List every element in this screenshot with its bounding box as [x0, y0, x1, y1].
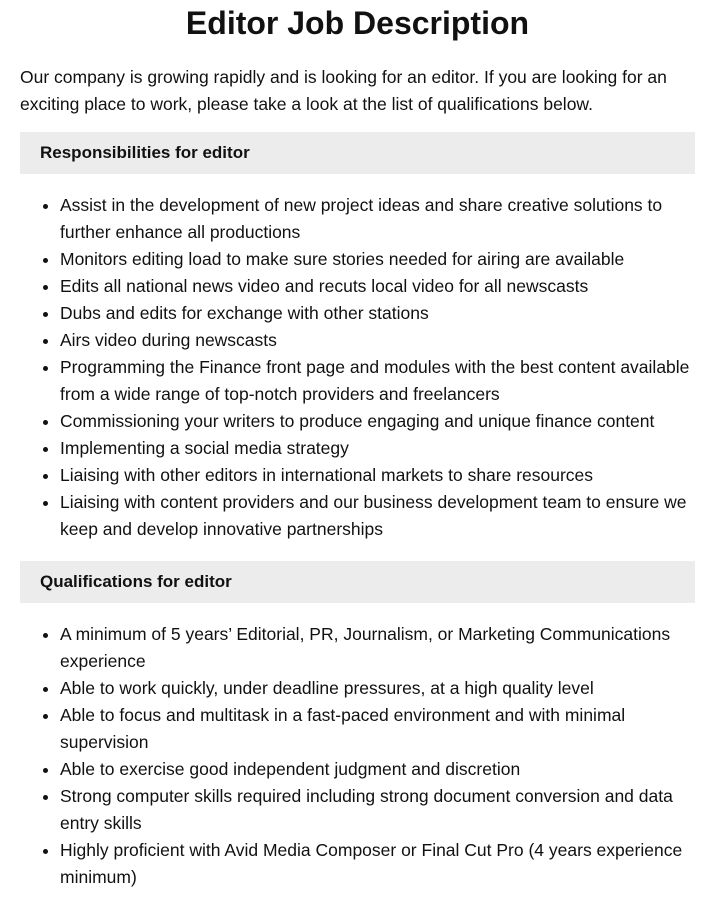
list-item: • Able to work quickly, under deadline pressures, at a high quality level [60, 675, 695, 702]
intro-text: Our company is growing rapidly and is looking for an editor. If you are looking for an exciting place to work, please take a look at the list of qualifications below. [20, 67, 667, 114]
section-heading: Responsibilities for editor [20, 132, 695, 174]
list-item: • Dubs and edits for exchange with other stations [60, 300, 695, 327]
list-item: • Assist in the development of new project ideas and share creative solutions to further enhance all productions [60, 192, 695, 246]
list-item: • Commissioning your writers to produce engaging and unique finance content [60, 408, 695, 435]
list-item: • Liaising with content providers and our business development team to ensure we keep and develop innovative partnerships [60, 489, 695, 543]
section-heading: Qualifications for editor [20, 561, 695, 603]
list-item: • Liaising with other editors in international markets to share resources [60, 462, 695, 489]
list-item: • Able to focus and multitask in a fast-paced environment and with minimal supervision [60, 702, 695, 756]
page-title: Editor Job Description [185, 5, 530, 41]
list-item: • Monitors editing load to make sure stories needed for airing are available [60, 246, 695, 273]
list-item: • Programming the Finance front page and modules with the best content available from a wide range of top-notch providers and freelancers [60, 354, 695, 408]
list-item: • Edits all national news video and recuts local video for all newscasts [60, 273, 695, 300]
list-item: • A minimum of 5 years’ Editorial, PR, Journalism, or Marketing Communications experience [60, 621, 695, 675]
list-item: • Implementing a social media strategy [60, 435, 695, 462]
section-list [20, 192, 695, 543]
list-item: • Strong computer skills required including strong document conversion and data entry skills [60, 783, 695, 837]
list-item: • Highly proficient with Avid Media Composer or Final Cut Pro (4 years experience minimum) [60, 837, 695, 891]
list-item: • Airs video during newscasts [60, 327, 695, 354]
list-item: • Able to exercise good independent judgment and discretion [60, 756, 695, 783]
section-list [20, 621, 695, 891]
